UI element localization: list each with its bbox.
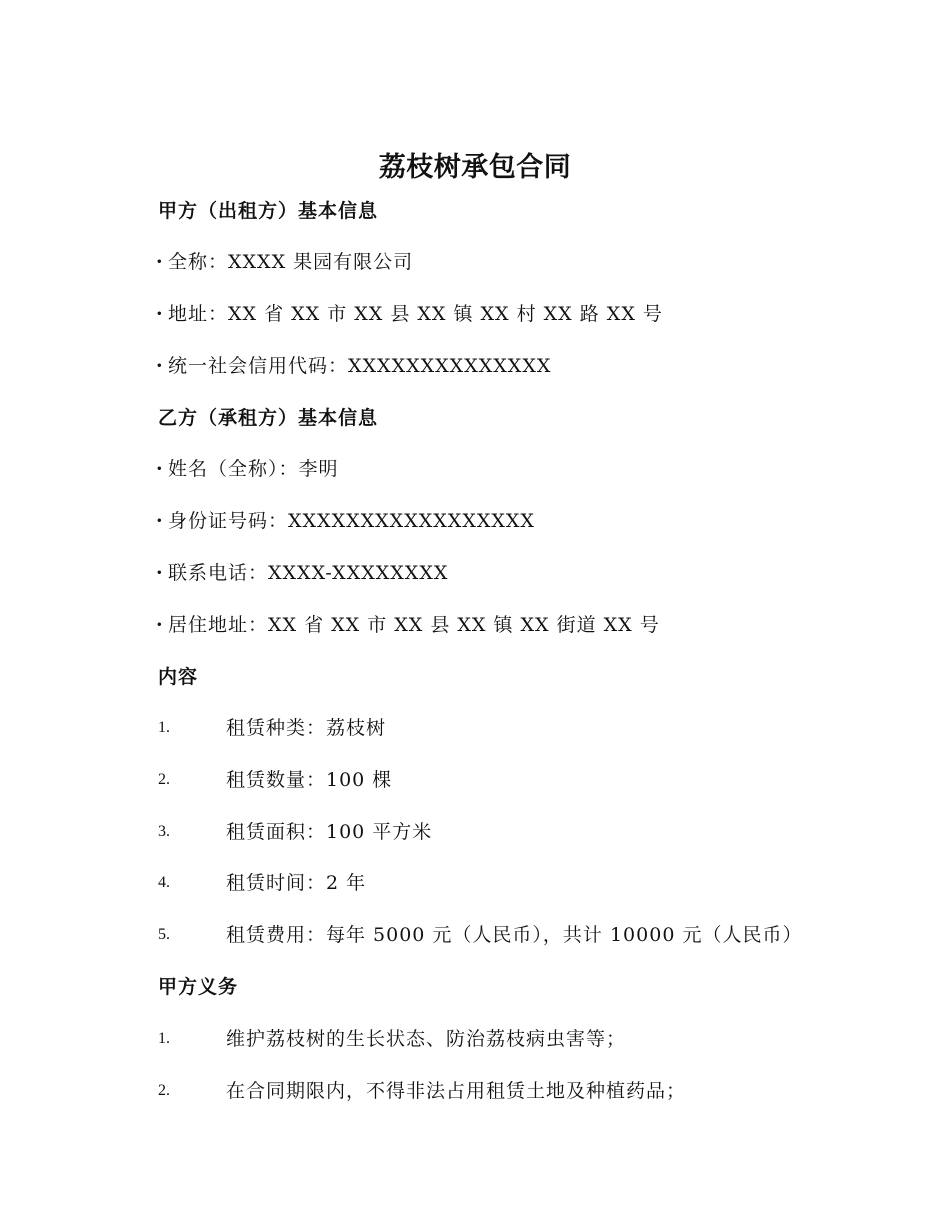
party-b-id-number: · 身份证号码：XXXXXXXXXXXXXXXXX <box>156 506 535 536</box>
obligations-a-heading: 甲方义务 <box>158 976 239 998</box>
bullet-icon: · <box>156 355 164 377</box>
party-a-credit-code: · 统一社会信用代码：XXXXXXXXXXXXXX <box>156 351 551 381</box>
bullet-icon: · <box>156 562 164 584</box>
bullet-icon: · <box>156 458 164 480</box>
party-a-heading: 甲方（出租方）基本信息 <box>158 200 379 222</box>
bullet-icon: · <box>156 510 164 532</box>
party-a-address: · 地址：XX 省 XX 市 XX 县 XX 镇 XX 村 XX 路 XX 号 <box>156 299 663 329</box>
bullet-icon: · <box>156 614 164 636</box>
party-b-address: · 居住地址：XX 省 XX 市 XX 县 XX 镇 XX 街道 XX 号 <box>156 610 660 640</box>
bullet-icon: · <box>156 303 164 325</box>
party-b-heading: 乙方（承租方）基本信息 <box>158 407 379 429</box>
party-b-phone: · 联系电话：XXXX-XXXXXXXX <box>156 558 448 588</box>
party-a-full-name: · 全称：XXXX 果园有限公司 <box>156 247 413 277</box>
bullet-icon: · <box>156 251 164 273</box>
content-heading: 内容 <box>158 666 199 688</box>
document-page: 荔枝树承包合同 甲方（出租方）基本信息 · 全称：XXXX 果园有限公司 · 地址：XX 省 XX 市 XX 县 XX 镇 XX 村 XX 路 XX 号 · 统一社会信用代码：XXXXXXXXXXXXXX 乙方（承租方）基本信息 · 姓名（全称）：李明 · 身份证号码：XXXXXXXXXXXXXXXXX · 联系电话：XXXX-XXXXXXXX · 居住地址：XX 省 XX 市 XX 县 XX 镇 XX 街道 XX 号 内容 1. 租赁种类：荔枝树 2. 租赁数量：100 棵 3. 租赁面积：100 平方米 4. 租赁时间：2 年 5. 租赁费用：每年 5000 元（人民币），共计 10000 元（人民币） 甲方义务 1. 维护荔枝树的生长状态、防治荔枝病虫害等； 2. 在合同期限内，不得非法占用租赁土地及种植药品； <box>0 0 950 1230</box>
party-b-name: · 姓名（全称）：李明 <box>156 454 339 484</box>
document-title: 荔枝树承包合同 <box>378 152 572 183</box>
